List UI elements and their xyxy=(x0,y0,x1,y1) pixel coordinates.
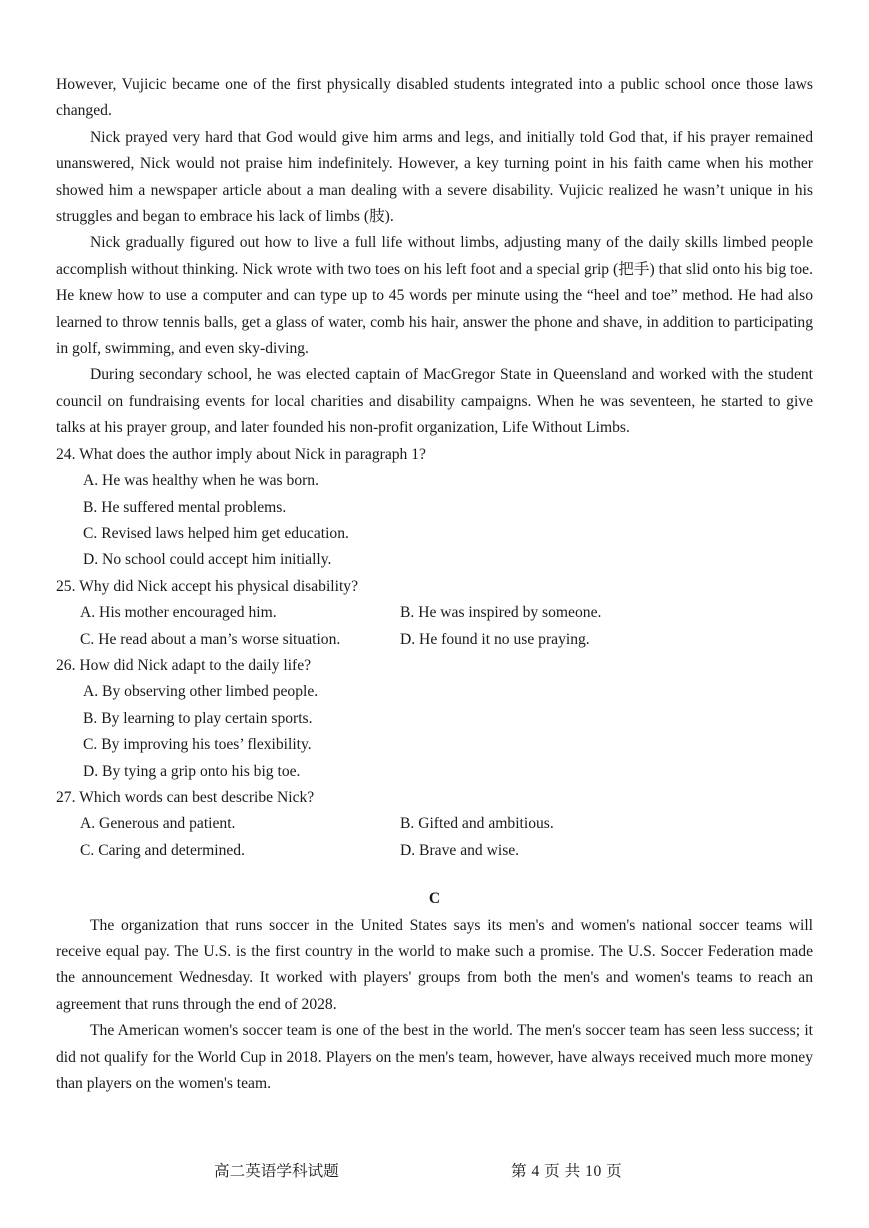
passage-b-paragraph-0: However, Vujicic became one of the first physically disabled students integrated into a public school once those laws changed. xyxy=(56,76,813,120)
section-c-heading: C xyxy=(428,890,441,908)
question-26-option-a: A. By observing other limbed people. xyxy=(83,683,319,701)
passage-b-paragraph-2: Nick gradually figured out how to live a full life without limbs, adjusting many of the daily skills limbed people accomplish without thinking. Nick wrote with two toes on his left foot and a special grip (把手) that slid onto his big toe. He knew how to use a computer and can type up to 45 words per minute using the “heel and toe” method. He had also learned to throw tennis balls, get a glass of water, comb his hair, answer the phone and shave, in addition to participating in golf, swimming, and even sky-diving. xyxy=(56,234,813,358)
question-25-stem: 25. Why did Nick accept his physical disability? xyxy=(56,577,358,595)
question-25 xyxy=(56,574,813,653)
passage-b-paragraph-1: Nick prayed very hard that God would give him arms and legs, and initially told God that, if his prayer remained unanswered, Nick would not praise him indefinitely. However, a key turning point in his faith came when his mother showed him a newspaper article about a man dealing with a severe disability. Vujicic realized he wasn’t unique in his struggles and began to embrace his lack of limbs (肢). xyxy=(56,128,813,226)
question-27-option-c: C. Caring and determined. xyxy=(80,841,245,859)
question-24-option-b: B. He suffered mental problems. xyxy=(83,498,287,516)
question-24-option-d: D. No school could accept him initially. xyxy=(83,551,332,569)
question-24-option-a: A. He was healthy when he was born. xyxy=(83,472,320,490)
section-c-paragraph-2: The American women's soccer team is one of the best in the world. The men's soccer team has seen less success; it did not qualify for the World Cup in 2018. Players on the men's team, however, have always received much more money than players on the women's team. xyxy=(56,1022,813,1093)
passage-b-paragraph-3: During secondary school, he was elected captain of MacGregor State in Queensland and worked with the student council on fundraising events for local charities and disability campaigns. When he was seventeen, he started to give talks at his prayer group, and later founded his non-profit organization, Life Without Limbs. xyxy=(56,366,813,437)
question-26-stem: 26. How did Nick adapt to the daily life? xyxy=(56,656,312,674)
question-25-option-c: C. He read about a man’s worse situation. xyxy=(80,630,341,648)
question-25-option-d: D. He found it no use praying. xyxy=(400,630,590,648)
page-content xyxy=(56,72,813,1097)
question-26-option-b: B. By learning to play certain sports. xyxy=(83,709,313,727)
question-24-stem: 24. What does the author imply about Nick in paragraph 1? xyxy=(56,445,426,463)
question-26 xyxy=(56,653,813,785)
question-26-option-d: D. By tying a grip onto his big toe. xyxy=(83,762,301,780)
question-27-option-a: A. Generous and patient. xyxy=(80,815,236,833)
question-25-option-a: A. His mother encouraged him. xyxy=(80,604,277,622)
question-25-option-b: B. He was inspired by someone. xyxy=(400,604,602,622)
question-24-option-c: C. Revised laws helped him get education. xyxy=(83,524,349,542)
section-c-paragraph-1: The organization that runs soccer in the United States says its men's and women's national soccer teams will receive equal pay. The U.S. is the first country in the world to make such a promise. The U.S. Soccer Federation made the announcement Wednesday. It worked with players' groups from both the men's and women's teams to reach an agreement that runs through the end of 2028. xyxy=(56,916,813,1013)
question-27-stem: 27. Which words can best describe Nick? xyxy=(56,788,315,806)
question-27-option-d: D. Brave and wise. xyxy=(400,841,520,859)
footer-subject: 高二英语学科试题 xyxy=(214,1163,339,1180)
question-27 xyxy=(56,785,813,864)
question-27-option-b: B. Gifted and ambitious. xyxy=(400,815,554,833)
question-26-option-c: C. By improving his toes’ flexibility. xyxy=(83,736,312,754)
question-24 xyxy=(56,442,813,574)
footer-page-number: 第 4 页 共 10 页 xyxy=(511,1163,623,1180)
